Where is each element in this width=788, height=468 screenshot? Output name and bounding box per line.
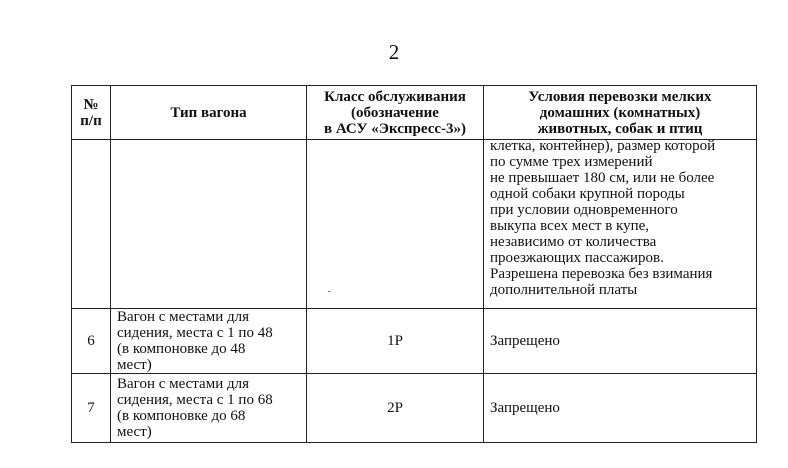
table-row (72, 309, 757, 374)
cell-empty (72, 140, 111, 309)
cell-car-type: Вагон с местами для сидения, места с 1 по 48 (в компоновке до 48 мест) (111, 309, 307, 374)
cell-service-class: 1Р (307, 309, 484, 374)
table-header-row (72, 86, 757, 140)
transport-conditions-table (71, 85, 757, 443)
cell-conditions: Запрещено (484, 374, 757, 443)
cell-number: 7 (72, 374, 111, 443)
page-number: 2 (388, 40, 400, 64)
header-car-type: Тип вагона (111, 86, 307, 140)
cell-conditions-continuation: клетка, контейнер), размер которой по сумме трех измерений не превышает 180 см, или не более одной собаки крупной породы при условии одновременного выкупа всех мест в купе, независимо от количества проезжающих пассажиров. Разрешена перевозка без взимания дополнительной платы (484, 140, 757, 309)
cell-car-type: Вагон с местами для сидения, места с 1 по 68 (в компоновке до 68 мест) (111, 374, 307, 443)
cell-empty (111, 140, 307, 309)
table-row (72, 374, 757, 443)
header-service-class: Класс обслуживания (обозначение в АСУ «Экспресс-3») (307, 86, 484, 140)
header-conditions: Условия перевозки мелких домашних (комнатных) животных, собак и птиц (484, 86, 757, 140)
scan-speck (328, 291, 331, 292)
header-number: № п/п (72, 86, 111, 140)
cell-service-class: 2Р (307, 374, 484, 443)
cell-empty (307, 140, 484, 309)
cell-conditions: Запрещено (484, 309, 757, 374)
table-row-continuation (72, 140, 757, 309)
cell-number: 6 (72, 309, 111, 374)
